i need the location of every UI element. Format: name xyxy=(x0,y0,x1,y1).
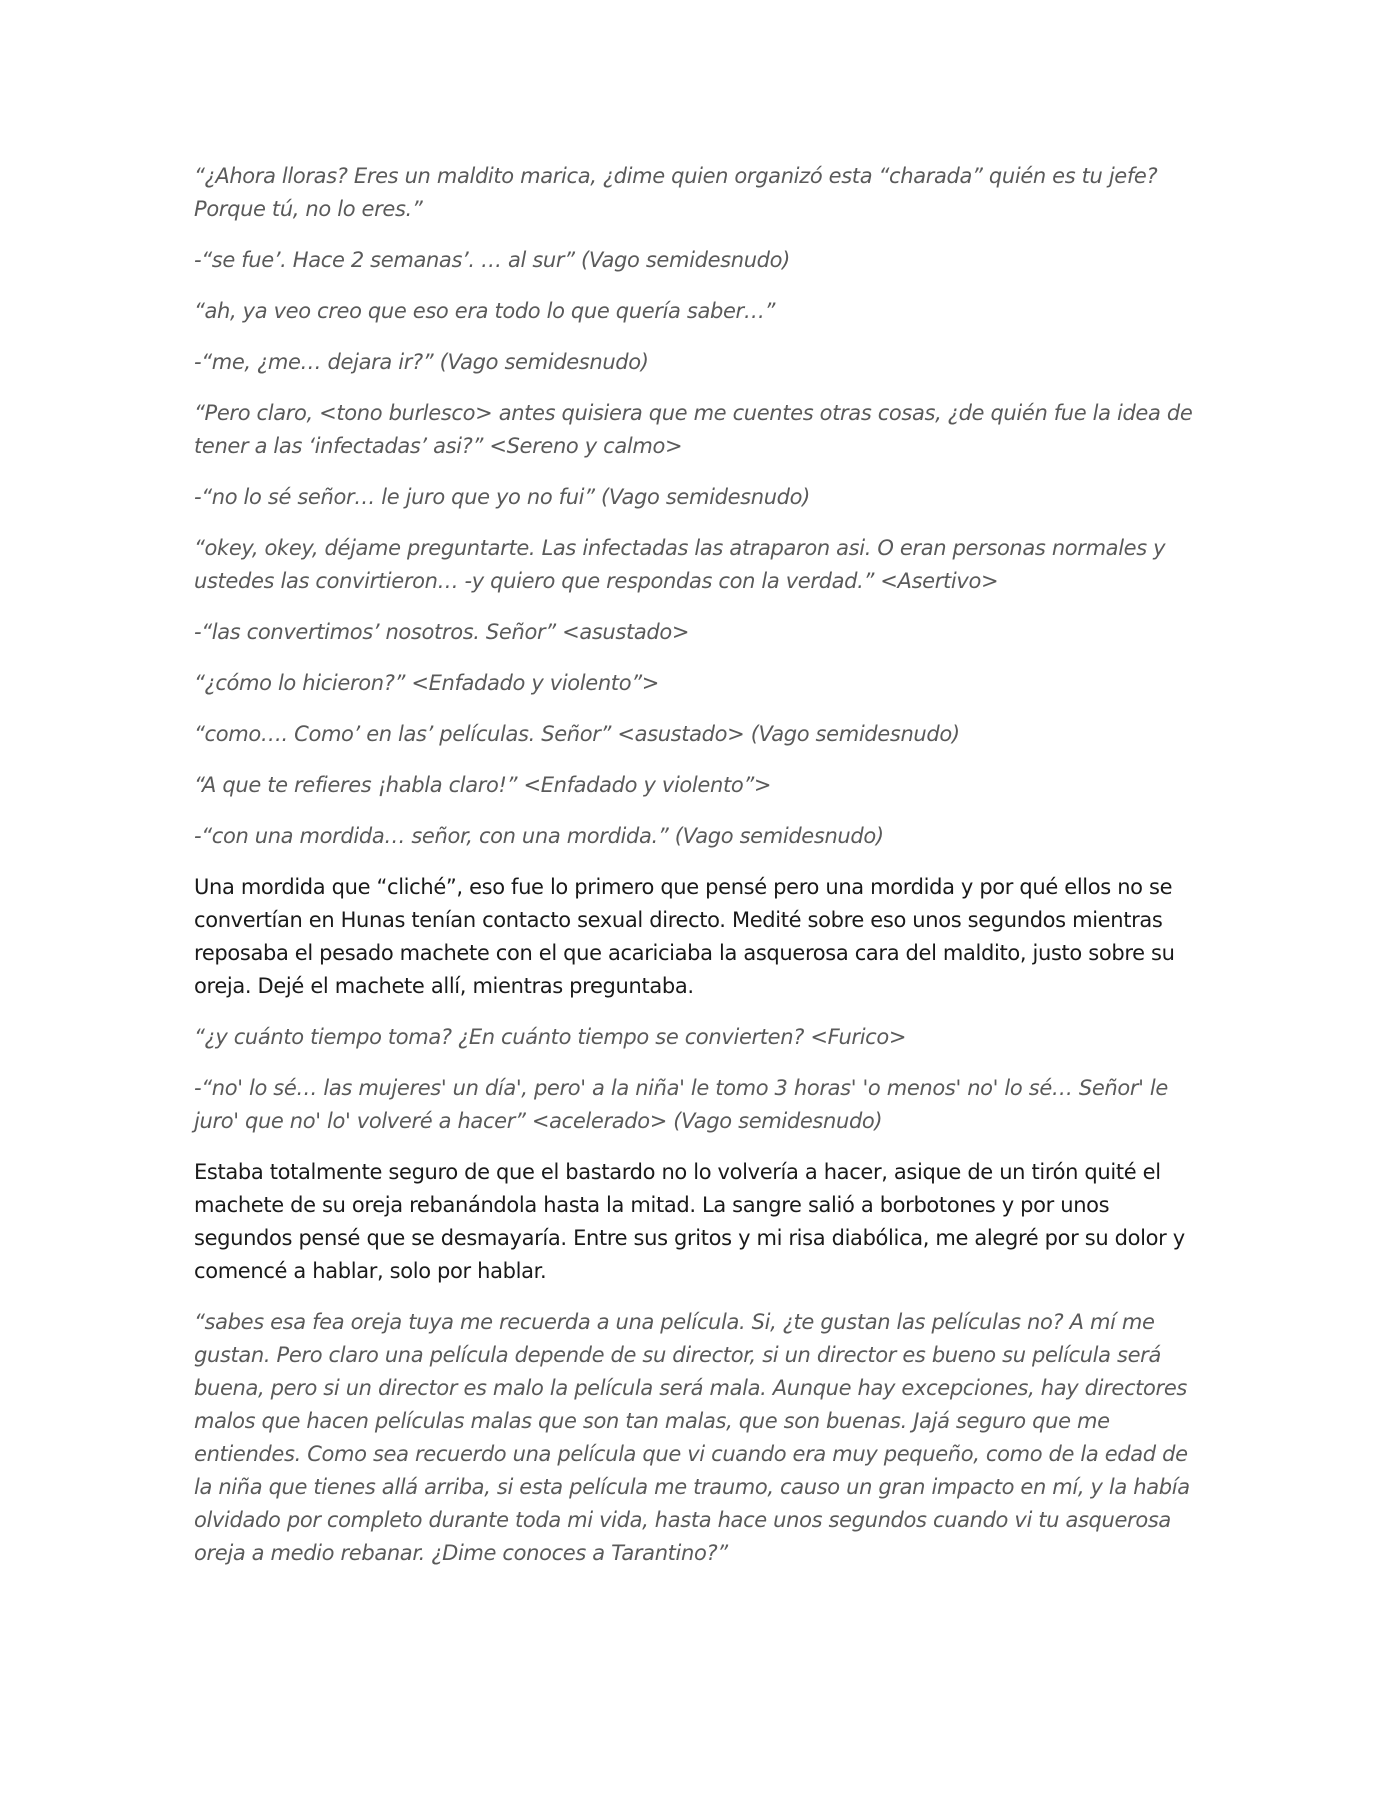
paragraph-dialogue-9: “¿cómo lo hicieron?” <Enfadado y violento”> xyxy=(194,671,659,695)
paragraph-dialogue-8: -“las convertimos’ nosotros. Señor” <asustado> xyxy=(194,620,690,644)
paragraph-dialogue-2: -“se fue’. Hace 2 semanas’. … al sur” (Vago semidesnudo) xyxy=(194,248,790,272)
paragraph-dialogue-7: “okey, okey, déjame preguntarte. Las infectadas las atraparon asi. O eran personas normales y ustedes las convirtieron… -y quiero que respondas con la verdad.” <Asertivo> xyxy=(194,536,1166,593)
paragraph-dialogue-4: -“me, ¿me… dejara ir?” (Vago semidesnudo) xyxy=(194,350,649,374)
paragraph-dialogue-6: -“no lo sé señor… le juro que yo no fui” (Vago semidesnudo) xyxy=(194,485,810,509)
document-body xyxy=(194,160,1206,1588)
paragraph-dialogue-15: “sabes esa fea oreja tuya me recuerda a una película. Si, ¿te gustan las películas no? A mí me gustan. Pero claro una película depende de su director, si un director es bueno su película será buena, pero si un director es malo la película será mala. Aunque hay excepciones, hay directores malos que hacen películas malas que son tan malas, que son buenas. Jajá seguro que me entiendes. Como sea recuerdo una película que vi cuando era muy pequeño, como de la edad de la niña que tienes allá arriba, si esta película me traumo, causo un gran impacto en mí, y la había olvidado por completo durante toda mi vida, hasta hace unos segundos cuando vi tu asquerosa oreja a medio rebanar. ¿Dime conoces a Tarantino?” xyxy=(194,1310,1190,1565)
paragraph-dialogue-14: -“no' lo sé… las mujeres' un día', pero' a la niña' le tomo 3 horas' 'o menos' no' lo sé… Señor' le juro' que no' lo' volveré a hacer” <acelerado> (Vago semidesnudo) xyxy=(194,1076,1168,1133)
paragraph-narration-1: Una mordida que “cliché”, eso fue lo primero que pensé pero una mordida y por qué ellos no se convertían en Hunas tenían contacto sexual directo. Medité sobre eso unos segundos mientras reposaba el pesado machete con el que acariciaba la asquerosa cara del maldito, justo sobre su oreja. Dejé el machete allí, mientras preguntaba. xyxy=(194,875,1175,998)
paragraph-dialogue-11: “A que te refieres ¡habla claro!” <Enfadado y violento”> xyxy=(194,773,772,797)
paragraph-dialogue-12: -“con una mordida… señor, con una mordida.” (Vago semidesnudo) xyxy=(194,824,884,848)
paragraph-dialogue-13: “¿y cuánto tiempo toma? ¿En cuánto tiempo se convierten? <Furico> xyxy=(194,1025,907,1049)
paragraph-dialogue-3: “ah, ya veo creo que eso era todo lo que quería saber…” xyxy=(194,299,776,323)
paragraph-narration-2: Estaba totalmente seguro de que el bastardo no lo volvería a hacer, asique de un tirón quité el machete de su oreja rebanándola hasta la mitad. La sangre salió a borbotones y por unos segundos pensé que se desmayaría. Entre sus gritos y mi risa diabólica, me alegré por su dolor y comencé a hablar, solo por hablar. xyxy=(194,1160,1185,1283)
paragraph-dialogue-1: “¿Ahora lloras? Eres un maldito marica, ¿dime quien organizó esta “charada” quién es tu jefe? Porque tú, no lo eres.” xyxy=(194,164,1158,221)
paragraph-dialogue-10: “como…. Como’ en las’ películas. Señor” <asustado> (Vago semidesnudo) xyxy=(194,722,960,746)
paragraph-dialogue-5: “Pero claro, <tono burlesco> antes quisiera que me cuentes otras cosas, ¿de quién fue la idea de tener a las ‘infectadas’ asi?” <Sereno y calmo> xyxy=(194,401,1193,458)
